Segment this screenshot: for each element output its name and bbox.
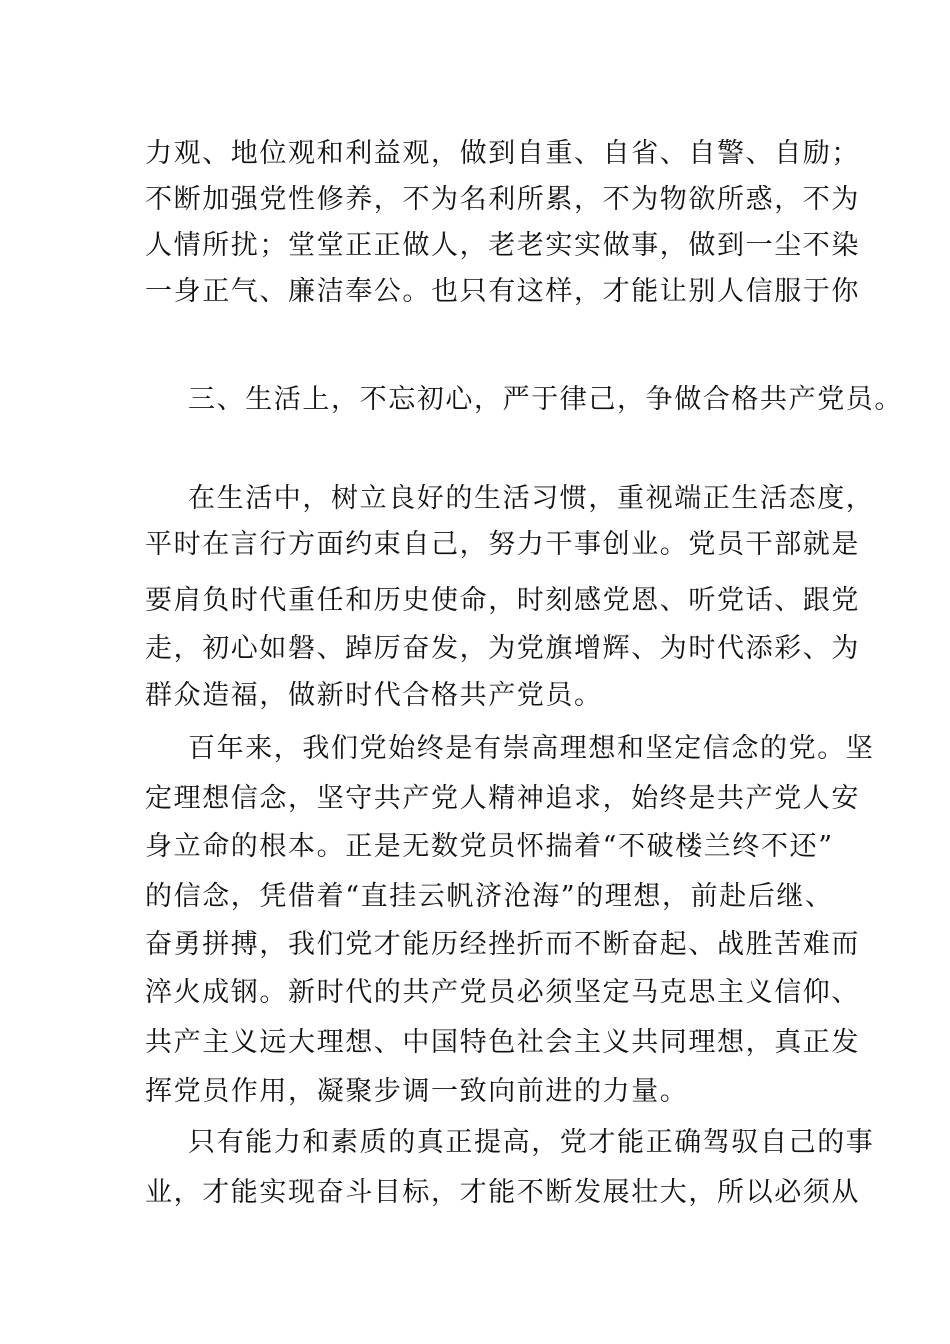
paragraph-3-line-5: 奋勇拼搏，我们党才能历经挫折而不断奋起、战胜苦难而	[145, 929, 860, 960]
paragraph-3-line-2: 定理想信念，坚守共产党人精神追求，始终是共产党人安	[145, 783, 860, 814]
paragraph-3-line-8: 挥党员作用，凝聚步调一致向前进的力量。	[145, 1076, 689, 1107]
paragraph-1-line-3: 人情所扰；堂堂正正做人，老老实实做事，做到一尘不染	[145, 230, 860, 261]
paragraph-2-line-3: 要肩负时代重任和历史使命，时刻感党恩、听党话、跟党	[145, 585, 860, 616]
paragraph-3-line-6: 淬火成钢。新时代的共产党员必须坚定马克思主义信仰、	[145, 977, 860, 1008]
paragraph-3-line-1: 百年来，我们党始终是有崇高理想和坚定信念的党。坚	[188, 733, 875, 764]
section-heading-3: 三、生活上，不忘初心，严于律己，争做合格共产党员。	[188, 384, 903, 415]
paragraph-2-line-4: 走，初心如磐、踔厉奋发，为党旗增辉、为时代添彩、为	[145, 633, 860, 664]
paragraph-2-line-5: 群众造福，做新时代合格共产党员。	[145, 680, 603, 711]
paragraph-1-line-4: 一身正气、廉洁奉公。也只有这样，才能让别人信服于你	[145, 276, 860, 307]
paragraph-3-line-4: 的信念，凭借着“直挂云帆济沧海”的理想，前赴后继、	[145, 881, 834, 912]
paragraph-3-line-7: 共产主义远大理想、中国特色社会主义共同理想，真正发	[145, 1027, 860, 1058]
paragraph-1-line-2: 不断加强党性修养，不为名利所累，不为物欲所惑，不为	[145, 184, 860, 215]
paragraph-2-line-2: 平时在言行方面约束自己，努力干事创业。党员干部就是	[145, 529, 860, 560]
paragraph-2-line-1: 在生活中，树立良好的生活习惯，重视端正生活态度，	[188, 483, 875, 514]
paragraph-1-line-1: 力观、地位观和利益观，做到自重、自省、自警、自励；	[145, 138, 860, 169]
paragraph-4-line-1: 只有能力和素质的真正提高，党才能正确驾驭自己的事	[188, 1127, 875, 1158]
paragraph-3-line-3: 身立命的根本。正是无数党员怀揣着“不破楼兰终不还”	[145, 831, 834, 862]
paragraph-4-line-2: 业，才能实现奋斗目标，才能不断发展壮大，所以必须从	[145, 1177, 860, 1208]
